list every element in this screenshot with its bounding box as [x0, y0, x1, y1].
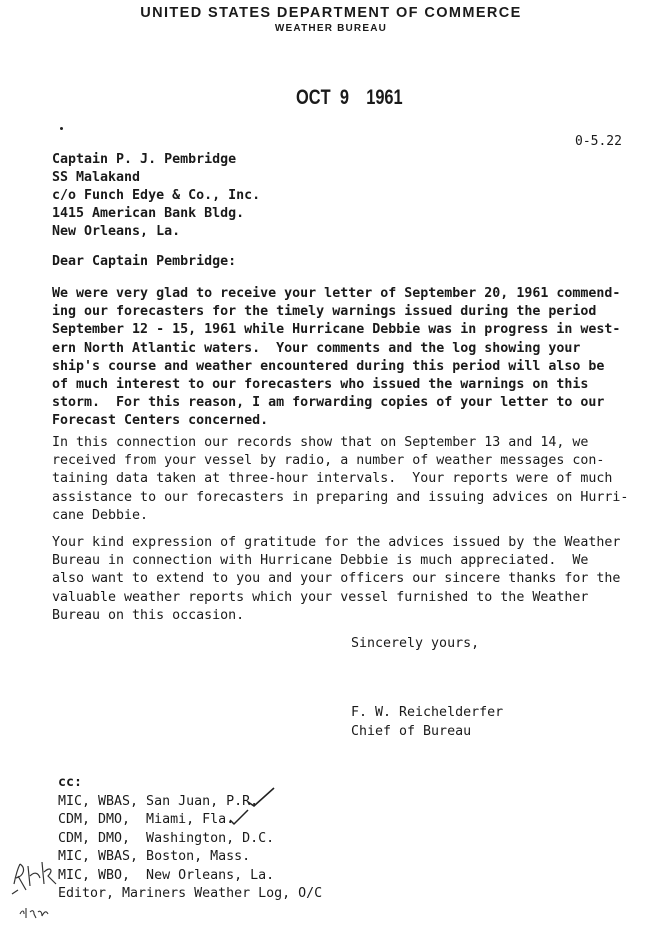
- stray-mark: [60, 127, 63, 130]
- cc-entry: MIC, WBAS, San Juan, P.R.: [58, 793, 259, 809]
- body-line: received from your vessel by radio, a number of weather messages con-: [52, 453, 605, 469]
- recipient-street: 1415 American Bank Bldg.: [52, 206, 245, 221]
- body-line: ern North Atlantic waters. Your comments and the log showing your: [52, 340, 581, 356]
- cc-entry: Editor, Mariners Weather Log, O/C: [58, 886, 323, 901]
- signature-title: Chief of Bureau: [351, 724, 472, 739]
- body-line: of much interest to our forecasters who issued the warnings on this: [52, 377, 589, 393]
- body-line: cane Debbie.: [52, 507, 149, 523]
- body-line: September 12 - 15, 1961 while Hurricane Debbie was in progress in west-: [52, 322, 621, 338]
- body-line: In this connection our records show that on September 13 and 14, we: [52, 435, 589, 450]
- letterhead-bureau: WEATHER BUREAU: [274, 23, 388, 34]
- body-line: storm. For this reason, I am forwarding copies of your letter to our: [52, 395, 605, 411]
- date-stamp: [296, 86, 403, 110]
- recipient-city: New Orleans, La.: [52, 224, 181, 239]
- cc-label: cc:: [58, 775, 83, 790]
- body-paragraph-2: [52, 434, 642, 525]
- closing: Sincerely yours,: [351, 636, 480, 651]
- recipient-address: [52, 151, 260, 241]
- body-line: valuable weather reports which your vessel furnished to the Weather: [52, 589, 589, 605]
- cc-entry: CDM, DMO, Washington, D.C.: [58, 830, 275, 846]
- salutation: Dear Captain Pembridge:: [52, 254, 237, 269]
- signature-block: [351, 703, 503, 741]
- handwritten-check-mark-icon: [228, 808, 250, 826]
- signature-name: F. W. Reichelderfer: [351, 705, 504, 720]
- recipient-name: Captain P. J. Pembridge: [52, 152, 237, 167]
- body-line: assistance to our forecasters in preparing and issuing advices on Hurri-: [52, 489, 629, 505]
- body-paragraph-1: [52, 285, 642, 431]
- body-line: ship's course and weather encountered during this period will also be: [52, 358, 605, 374]
- recipient-ship: SS Malakand: [52, 170, 141, 185]
- body-line: ing our forecasters for the timely warnings issued during the period: [52, 304, 597, 320]
- body-line: Your kind expression of gratitude for the advices issued by the Weather: [52, 535, 621, 550]
- body-paragraph-3: [52, 534, 642, 625]
- body-line: taining data taken at three-hour intervals. Your reports were of much: [52, 471, 613, 487]
- body-line: Forecast Centers concerned.: [52, 413, 269, 429]
- body-line: We were very glad to receive your letter of September 20, 1961 commend-: [52, 286, 621, 301]
- body-line: Bureau on this occasion.: [52, 607, 245, 623]
- body-line: Bureau in connection with Hurricane Debbie is much appreciated. We: [52, 553, 589, 569]
- handwritten-check-mark-icon: [246, 786, 276, 808]
- handwritten-initials-icon: [4, 854, 74, 934]
- cc-entry: MIC, WBAS, Boston, Mass.: [58, 849, 251, 864]
- recipient-care-of: c/o Funch Edye & Co., Inc.: [52, 188, 261, 203]
- date-stamp-day: 9: [339, 86, 350, 109]
- cc-entry: MIC, WBO, New Orleans, La.: [58, 867, 275, 883]
- cc-list: [58, 774, 322, 904]
- cc-entry: CDM, DMO, Miami, Fla.: [58, 812, 235, 827]
- date-stamp-month: OCT: [296, 86, 331, 109]
- letterhead-department: UNITED STATES DEPARTMENT OF COMMERCE: [140, 5, 522, 21]
- date-stamp-year: 1961: [366, 86, 403, 109]
- body-line: also want to extend to you and your officers our sincere thanks for the: [52, 571, 621, 587]
- file-reference: 0-5.22: [575, 134, 622, 149]
